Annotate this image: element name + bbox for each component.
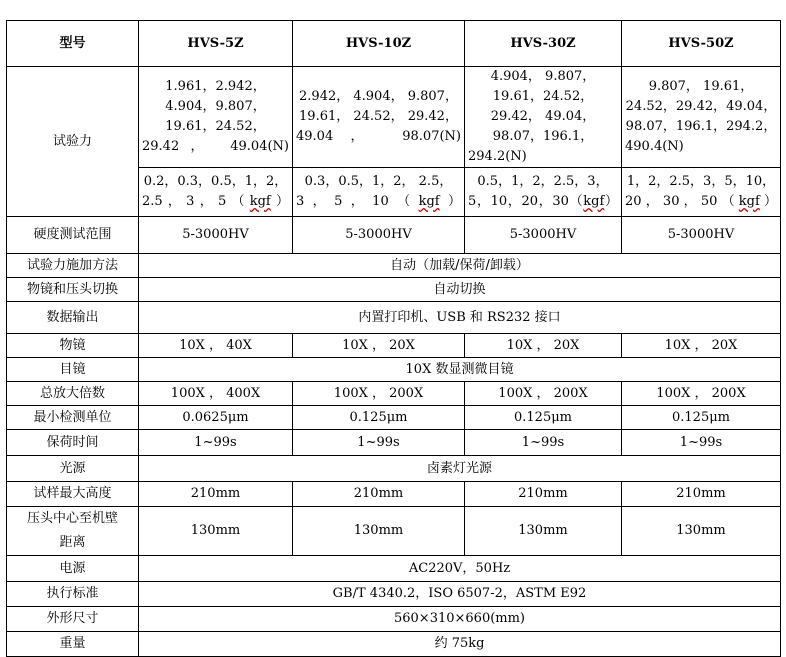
model-hvs-30z: HVS-30Z [465,21,622,67]
switch-row [7,278,781,302]
value-cell: 5-3000HV [465,217,622,254]
force-newton-cell: 1.961，2.942，4.904，9.807，19.61，24.52，29.42， 49.04(N) [139,67,293,168]
value-cell: 130mm [622,507,781,556]
value-cell: 10X ， 20X [465,334,622,358]
force-label: 试验力 [7,67,139,217]
force-newton-cell: 2.942， 4.904， 9.807，19.61， 24.52， 29.42，49.04， 98.07(N) [293,67,465,168]
row-label: 数据输出 [7,302,139,334]
row-label: 物镜 [7,334,139,358]
value-cell: 100X ， 200X [293,382,465,406]
row-label: 总放大倍数 [7,382,139,406]
value-cell: 10X ， 40X [139,334,293,358]
model-header: 型号 [7,21,139,67]
value-cell: 10X ， 20X [293,334,465,358]
value-cell: 100X ， 200X [622,382,781,406]
force-kgf-cell: 0.2，0.3，0.5，1，2，2.5，3，5（kgf） [139,168,293,217]
row-label: 物镜和压头切换 [7,278,139,302]
value-cell: 100X ， 200X [465,382,622,406]
magnification-row [7,382,781,406]
value-cell: 自动切换 [139,278,781,302]
value-cell: 1~99s [293,430,465,456]
value-cell: 0.125μm [622,406,781,430]
value-cell: 卤素灯光源 [139,456,781,482]
row-label: 最小检测单位 [7,406,139,430]
value-cell: GB/T 4340.2，ISO 6507-2，ASTM E92 [139,582,781,607]
model-hvs-50z: HVS-50Z [622,21,781,67]
value-cell: 自动（加载/保荷/卸载） [139,254,781,278]
eyepiece-row [7,358,781,382]
value-cell: 1~99s [139,430,293,456]
dwell-row [7,430,781,456]
value-cell: 210mm [465,482,622,507]
value-cell: 1~99s [622,430,781,456]
value-cell: 210mm [293,482,465,507]
row-label: 执行标准 [7,582,139,607]
data-output-row [7,302,781,334]
hardness-range-row [7,217,781,254]
value-cell: 5-3000HV [139,217,293,254]
force-newton-row [7,67,781,168]
min-unit-row [7,406,781,430]
model-hvs-5z: HVS-5Z [139,21,293,67]
row-label: 外形尺寸 [7,607,139,632]
value-cell: 0.125μm [293,406,465,430]
value-cell: 560×310×660(mm) [139,607,781,632]
value-cell: 210mm [622,482,781,507]
force-newton-cell: 9.807， 19.61， 24.52，29.42，49.04， 98.07，196.1，294.2，490.4(N) [622,67,781,168]
value-cell: 1~99s [465,430,622,456]
header-row [7,21,781,67]
value-cell: 210mm [139,482,293,507]
standard-row [7,582,781,607]
power-row [7,556,781,582]
row-label: 压头中心至机壁 距离 [7,507,139,556]
row-label: 光源 [7,456,139,482]
value-cell: 100X ， 400X [139,382,293,406]
force-apply-row [7,254,781,278]
value-cell: 130mm [293,507,465,556]
value-cell: 内置打印机、USB 和 RS232 接口 [139,302,781,334]
force-newton-cell: 4.904， 9.807， 19.61，24.52， 29.42， 49.04，98.07，196.1，294.2(N) [465,67,622,168]
objective-row [7,334,781,358]
value-cell: 130mm [139,507,293,556]
row-label: 重量 [7,632,139,657]
value-cell: 5-3000HV [293,217,465,254]
row-label: 试样最大高度 [7,482,139,507]
spec-table [6,20,781,657]
value-cell: 0.0625μm [139,406,293,430]
row-label: 试验力施加方法 [7,254,139,278]
row-label: 目镜 [7,358,139,382]
throat-row [7,507,781,556]
row-label: 保荷时间 [7,430,139,456]
value-cell: 10X ， 20X [622,334,781,358]
light-row [7,456,781,482]
value-cell: 5-3000HV [622,217,781,254]
value-cell: 10X 数显测微目镜 [139,358,781,382]
row-label: 电源 [7,556,139,582]
value-cell: 0.125μm [465,406,622,430]
value-cell: AC220V，50Hz [139,556,781,582]
row-label: 硬度测试范围 [7,217,139,254]
value-cell: 130mm [465,507,622,556]
force-kgf-cell: 0.5，1，2，2.5，3，5，10，20，30（kgf） [465,168,622,217]
force-kgf-cell: 0.3，0.5，1，2， 2.5，3，5，10（kgf） [293,168,465,217]
weight-row [7,632,781,657]
dimensions-row [7,607,781,632]
value-cell: 约 75kg [139,632,781,657]
model-hvs-10z: HVS-10Z [293,21,465,67]
max-height-row [7,482,781,507]
force-kgf-cell: 1，2，2.5，3，5，10，20，30，50（kgf） [622,168,781,217]
